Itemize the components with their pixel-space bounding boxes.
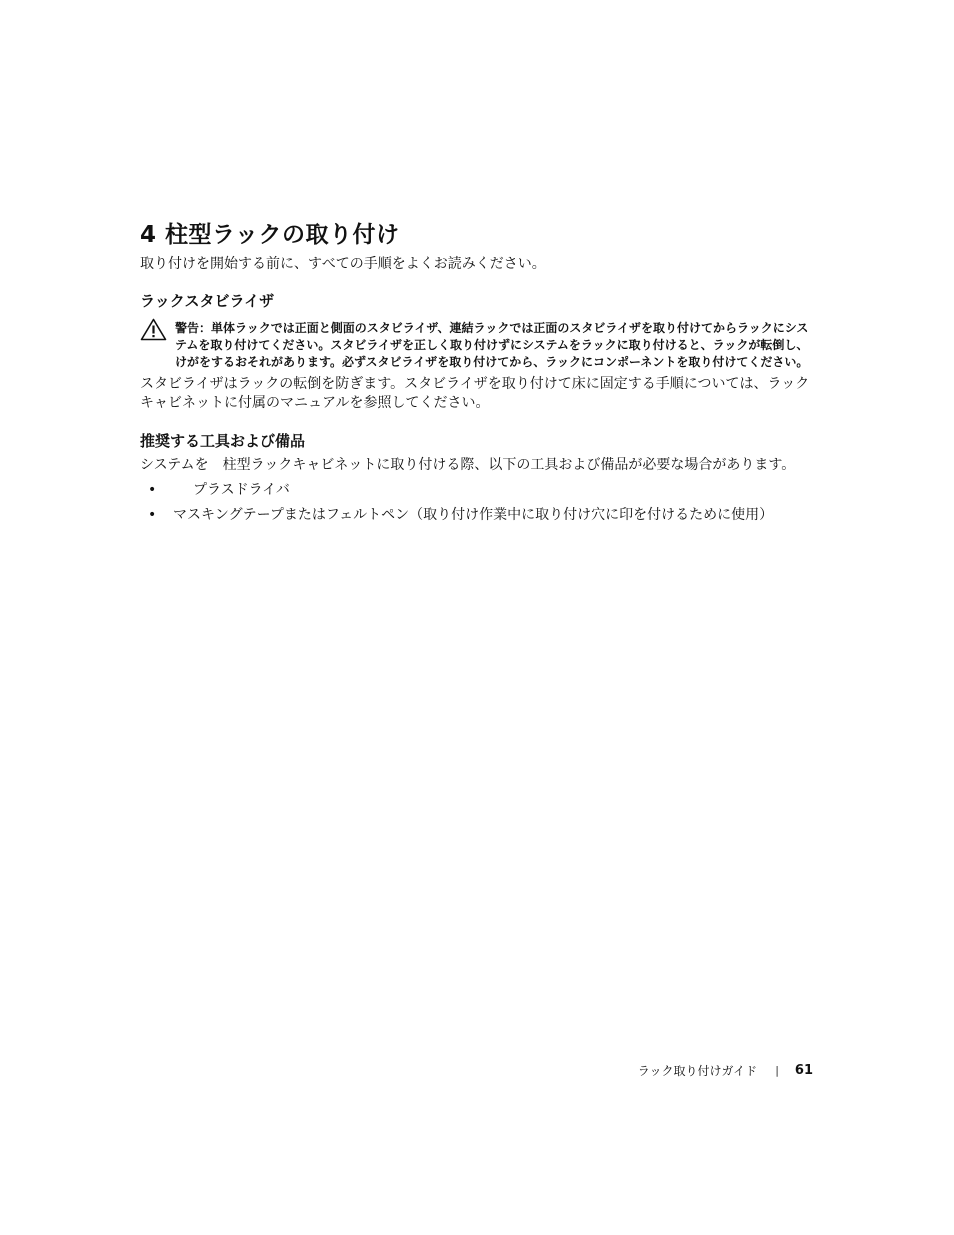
list-item-text: プラスドライバ (193, 482, 290, 498)
stabilizer-body: スタビライザはラックの転倒を防ぎます。スタビライザを取り付けて床に固定する手順については、ラックキャビネットに付属のマニュアルを参照してください。 (140, 376, 810, 411)
list-item (140, 481, 816, 500)
bullet: • (148, 482, 157, 498)
page-content (140, 218, 816, 531)
footer-guide-title: ラック取り付けガイド (637, 1064, 758, 1078)
tools-heading: 推奨する工具および備品 (140, 432, 306, 450)
tools-body: システムを 柱型ラックキャビネットに取り付ける際、以下の工具および備品が必要な場合があります。 (140, 457, 796, 473)
page-footer (638, 1062, 813, 1080)
chapter-intro: 取り付けを開始する前に、すべての手順をよくお読みください。 (140, 256, 546, 272)
tools-list (140, 481, 816, 525)
list-item (140, 506, 816, 525)
page-number: 61 (794, 1063, 813, 1078)
footer-separator: | (775, 1064, 779, 1077)
warning-text: 警告：単体ラックでは正面と側面のスタビライザ、連結ラックでは正面のスタビライザを取り付けてからラックにシステムを取り付けてください。スタビライザを正しく取り付けずにシステムをラックに取り付けると、ラックが転倒し、けがをするおそれがあります。必ずスタビライザを取り付けてから、ラックにコンポーネントを取り付けてください。 (175, 321, 809, 369)
bullet: • (148, 507, 157, 523)
chapter-title: 4 柱型ラックの取り付け (140, 222, 400, 248)
stabilizer-heading: ラックスタビライザ (140, 292, 275, 310)
warning-notice (140, 320, 816, 371)
list-item-text: マスキングテープまたはフェルトペン（取り付け作業中に取り付け穴に印を付けるために使用） (173, 507, 774, 523)
warning-triangle-icon (140, 318, 167, 341)
